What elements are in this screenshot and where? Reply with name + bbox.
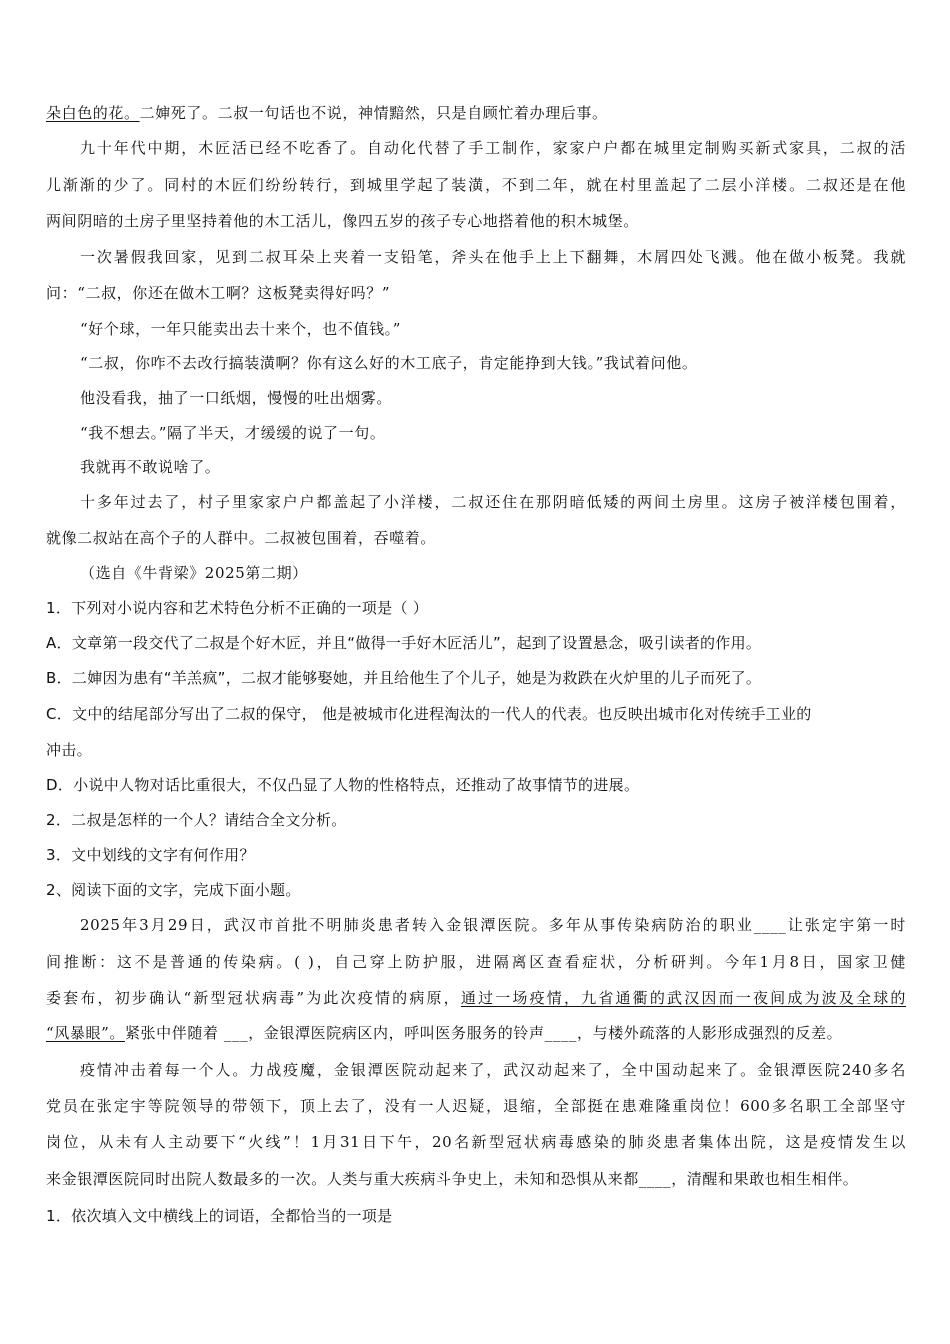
option-c-continued: 冲击。 bbox=[46, 741, 92, 759]
passage-line: 党员在张定宇等院领导的带领下，顶上去了，没有一人迟疑，退缩，全部挺在患难隆重岗位！600多名职工全部坚守 bbox=[46, 1097, 906, 1115]
dialogue-line: 我就再不敢说啥了。 bbox=[80, 458, 221, 476]
passage-line: 2025年3月29日，武汉市首批不明肺炎患者转入金银潭医院。多年从事传染病防治的职业____让张定宇第一时 bbox=[80, 916, 906, 934]
passage-line: 儿渐渐的少了。同村的木匠们纷纷转行，到城里学起了装潢，不到二年，就在村里盖起了二层小洋楼。二叔还是在他 bbox=[46, 176, 906, 194]
passage-line: 一次暑假我回家，见到二叔耳朵上夹着一支铅笔，斧头在他手上上下翻舞，木屑四处飞溅。他在做小板凳。我就 bbox=[80, 248, 906, 266]
question-2: 2．二叔是怎样的一个人？请结合全文分析。 bbox=[46, 811, 347, 829]
passage-line: 九十年代中期，木匠活已经不吃香了。自动化代替了手工制作，家家户户都在城里定制购买新式家具，二叔的活 bbox=[80, 139, 906, 157]
dialogue-line: “二叔，你咋不去改行搞装潢啊？你有这么好的木工底子，肯定能挣到大钱。”我试着问他。 bbox=[80, 354, 698, 372]
passage-line: 朵白色的花。二婶死了。二叔一句话也不说，神情黯然，只是自顾忙着办理后事。 bbox=[46, 104, 608, 122]
underlined-text: “风暴眼”。 bbox=[46, 1024, 125, 1042]
option-b: B．二婶因为患有“羊羔疯”，二叔才能够娶她，并且给他生了个儿子，她是为救跌在火炉里的儿子而死了。 bbox=[46, 669, 762, 687]
source-citation: （选自《牛背梁》2025第二期） bbox=[80, 564, 308, 582]
section-2-heading: 2、阅读下面的文字，完成下面小题。 bbox=[46, 881, 301, 899]
passage-line: 十多年过去了，村子里家家户户都盖起了小洋楼，二叔还住在那阴暗低矮的两间土房里。这房子被洋楼包围着， bbox=[80, 493, 906, 511]
passage-line: 岗位，从未有人主动要下“火线”！1月31日下午，20名新型冠状病毒感染的肺炎患者集体出院，这是疫情发生以 bbox=[46, 1133, 906, 1151]
passage-line: 间推断：这不是普通的传染病。( )，自己穿上防护服，进隔离区查看症状，分析研判。今年1月8日，国家卫健 bbox=[46, 953, 906, 971]
passage-line: 委套布，初步确认“新型冠状病毒”为此次疫情的病原，通过一场疫情，九省通衢的武汉因而一夜间成为波及全球的 bbox=[46, 989, 906, 1007]
dialogue-line: “我不想去。”隔了半天，才缓缓的说了一句。 bbox=[80, 424, 386, 442]
passage-line: “风暴眼”。紧张中伴随着 ___，金银潭医院病区内，呼叫医务服务的铃声____，与楼外疏落的人影形成强烈的反差。 bbox=[46, 1024, 843, 1042]
option-d: D．小说中人物对话比重很大，不仅凸显了人物的性格特点，还推动了故事情节的进展。 bbox=[46, 776, 640, 794]
option-c: C．文中的结尾部分写出了二叔的保守， 他是被城市化进程淘汰的一代人的代表。也反映出城市化对传统手工业的 bbox=[46, 705, 812, 723]
passage-line: 来金银潭医院同时出院人数最多的一次。人类与重大疾病斗争史上，未知和恐惧从来都____，清醒和果敢也相生相伴。 bbox=[46, 1170, 859, 1188]
question-3: 3．文中划线的文字有何作用？ bbox=[46, 846, 255, 864]
dialogue-line: “好个球，一年只能卖出去十来个，也不值钱。” bbox=[80, 320, 402, 338]
underlined-text: 通过一场疫情，九省通衢的武汉因而一夜间成为波及全球的 bbox=[460, 989, 906, 1007]
passage-line: 两间阴暗的土房子里坚持着他的木工活儿，像四五岁的孩子专心地搭着他的积木城堡。 bbox=[46, 212, 639, 230]
option-a: A．文章第一段交代了二叔是个好木匠，并且“做得一手好木匠活儿”，起到了设置悬念，吸引读者的作用。 bbox=[46, 634, 762, 652]
passage-line: 就像二叔站在高个子的人群中。二叔被包围着，吞噬着。 bbox=[46, 529, 437, 547]
underlined-text: 朵白色的花。 bbox=[46, 104, 140, 122]
passage-line: 问：“二叔，你还在做木工啊？这板凳卖得好吗？” bbox=[46, 284, 391, 302]
section-2-question-1: 1．依次填入文中横线上的词语，全都恰当的一项是 bbox=[46, 1207, 393, 1225]
dialogue-line: 他没看我，抽了一口纸烟，慢慢的吐出烟雾。 bbox=[80, 389, 393, 407]
question-1: 1．下列对小说内容和艺术特色分析不正确的一项是（ ） bbox=[46, 599, 429, 617]
passage-line: 疫情冲击着每一个人。力战疫魔，金银潭医院动起来了，武汉动起来了，全中国动起来了。金银潭医院240多名 bbox=[80, 1061, 906, 1079]
